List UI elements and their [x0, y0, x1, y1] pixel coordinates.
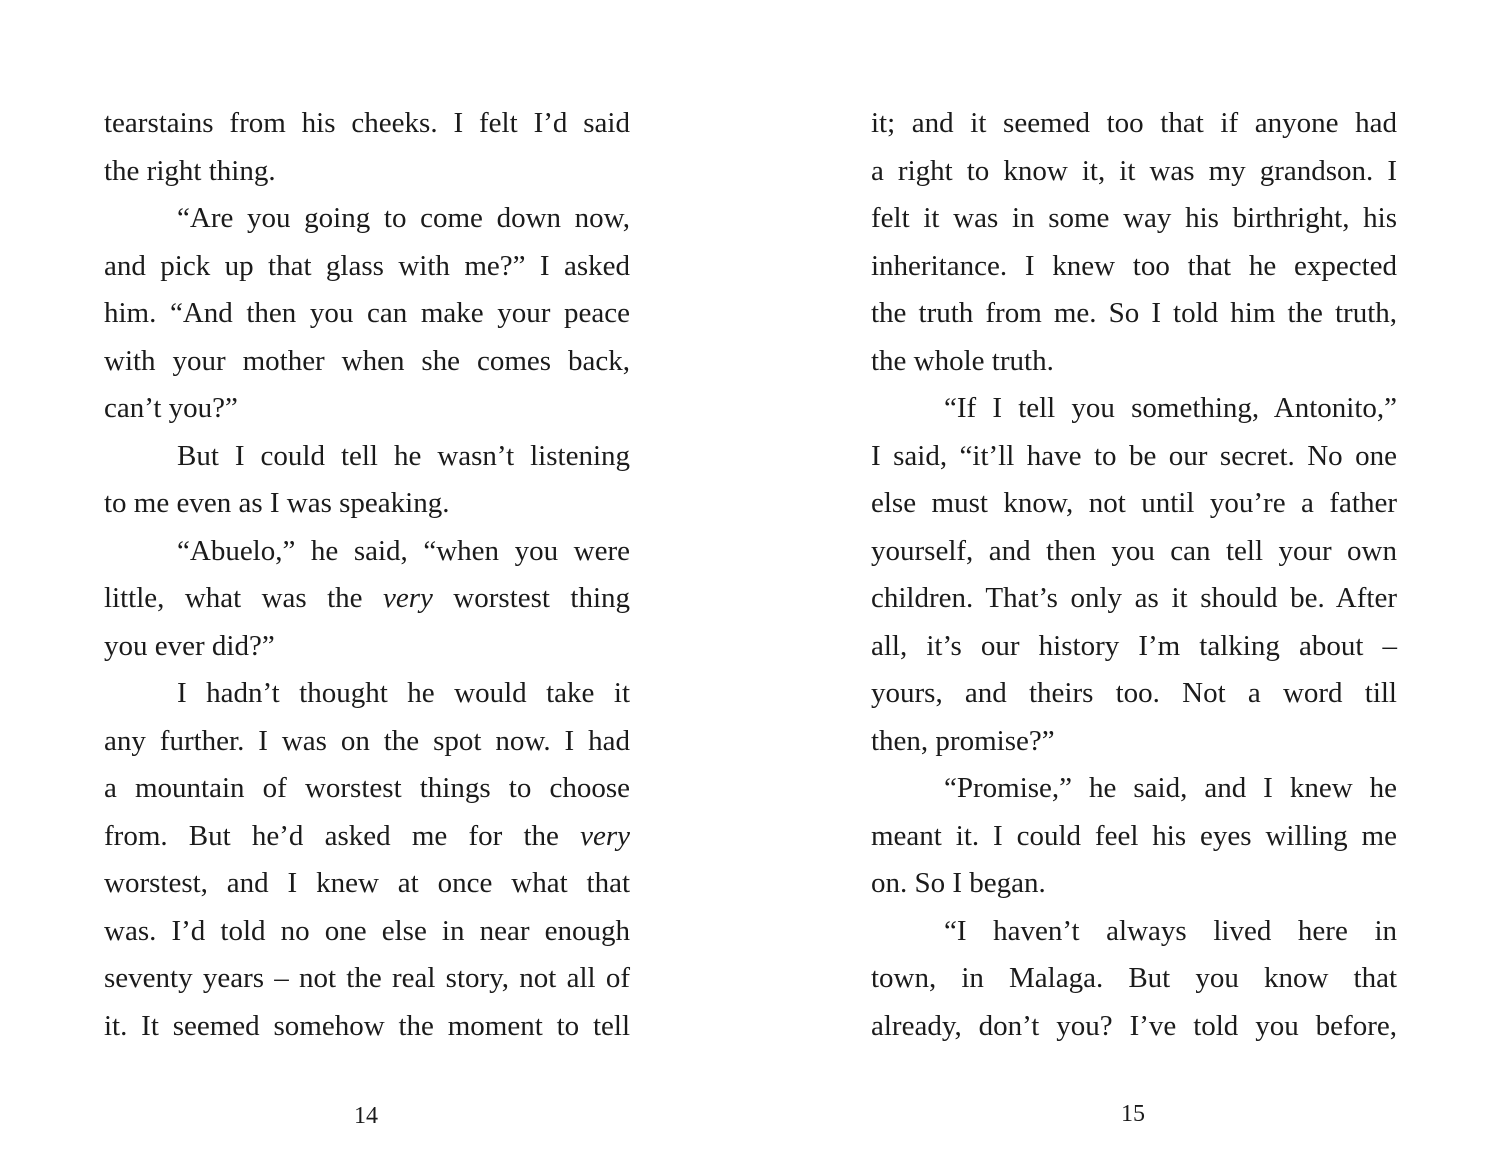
- text-line: worstest, and I knew at once what that: [104, 867, 630, 899]
- text-line: the whole truth.: [871, 344, 1054, 377]
- text-line: was. I’d told no one else in near enough: [104, 914, 630, 947]
- text-line: seventy years – not the real story, not all of: [104, 962, 630, 994]
- text-line: him. “And then you can make your peace: [104, 297, 630, 329]
- text-line: But I could tell he wasn’t listening: [177, 439, 630, 472]
- text-line: “Promise,” he said, and I knew he: [944, 772, 1397, 804]
- left-page-text: [104, 100, 630, 1050]
- text-line: the right thing.: [104, 154, 276, 187]
- text-line: with your mother when she comes back,: [104, 344, 630, 377]
- text-line: I said, “it’ll have to be our secret. No one: [871, 439, 1397, 472]
- left-page: [104, 100, 630, 1050]
- text-line: else must know, not until you’re a father: [871, 487, 1397, 519]
- text-line: yours, and theirs too. Not a word till: [871, 677, 1397, 709]
- text-line: from. But he’d asked me for the very: [104, 819, 630, 852]
- text-line: “Abuelo,” he said, “when you were: [177, 534, 630, 567]
- right-page: [871, 100, 1397, 1050]
- text-line: it. It seemed somehow the moment to tell: [104, 1009, 630, 1042]
- text-line: children. That’s only as it should be. After: [871, 582, 1397, 614]
- text-line: a right to know it, it was my grandson. I: [871, 154, 1397, 187]
- text-line: inheritance. I knew too that he expected: [871, 249, 1397, 282]
- text-line: felt it was in some way his birthright, his: [871, 202, 1397, 234]
- text-line: to me even as I was speaking.: [104, 487, 450, 519]
- text-line: tearstains from his cheeks. I felt I’d said: [104, 107, 630, 139]
- emphasis: very: [382, 582, 433, 614]
- text-line: you ever did?”: [104, 629, 275, 662]
- text-line: all, it’s our history I’m talking about –: [871, 629, 1397, 662]
- text-line: I hadn’t thought he would take it: [177, 677, 630, 709]
- text-line: on. So I began.: [871, 867, 1046, 899]
- text-line: “Are you going to come down now,: [177, 202, 630, 234]
- right-page-text: [871, 100, 1397, 1050]
- text-line: the truth from me. So I told him the truth,: [871, 297, 1397, 329]
- text-line: meant it. I could feel his eyes willing me: [871, 819, 1397, 852]
- text-line: little, what was the very worstest thing: [104, 582, 630, 614]
- emphasis: very: [580, 819, 630, 852]
- text-line: already, don’t you? I’ve told you before,: [871, 1009, 1397, 1042]
- text-line: then, promise?”: [871, 724, 1055, 757]
- text-line: yourself, and then you can tell your own: [871, 534, 1397, 567]
- right-page-number: 15: [1121, 1101, 1145, 1127]
- text-line: and pick up that glass with me?” I asked: [104, 249, 630, 282]
- text-line: a mountain of worstest things to choose: [104, 772, 630, 804]
- text-line: town, in Malaga. But you know that: [871, 962, 1397, 994]
- text-line: “If I tell you something, Antonito,”: [944, 392, 1397, 424]
- text-line: it; and it seemed too that if anyone had: [871, 107, 1397, 139]
- text-line: “I haven’t always lived here in: [944, 914, 1397, 947]
- text-line: any further. I was on the spot now. I had: [104, 724, 630, 757]
- text-line: can’t you?”: [104, 392, 238, 424]
- left-page-number: 14: [354, 1103, 378, 1129]
